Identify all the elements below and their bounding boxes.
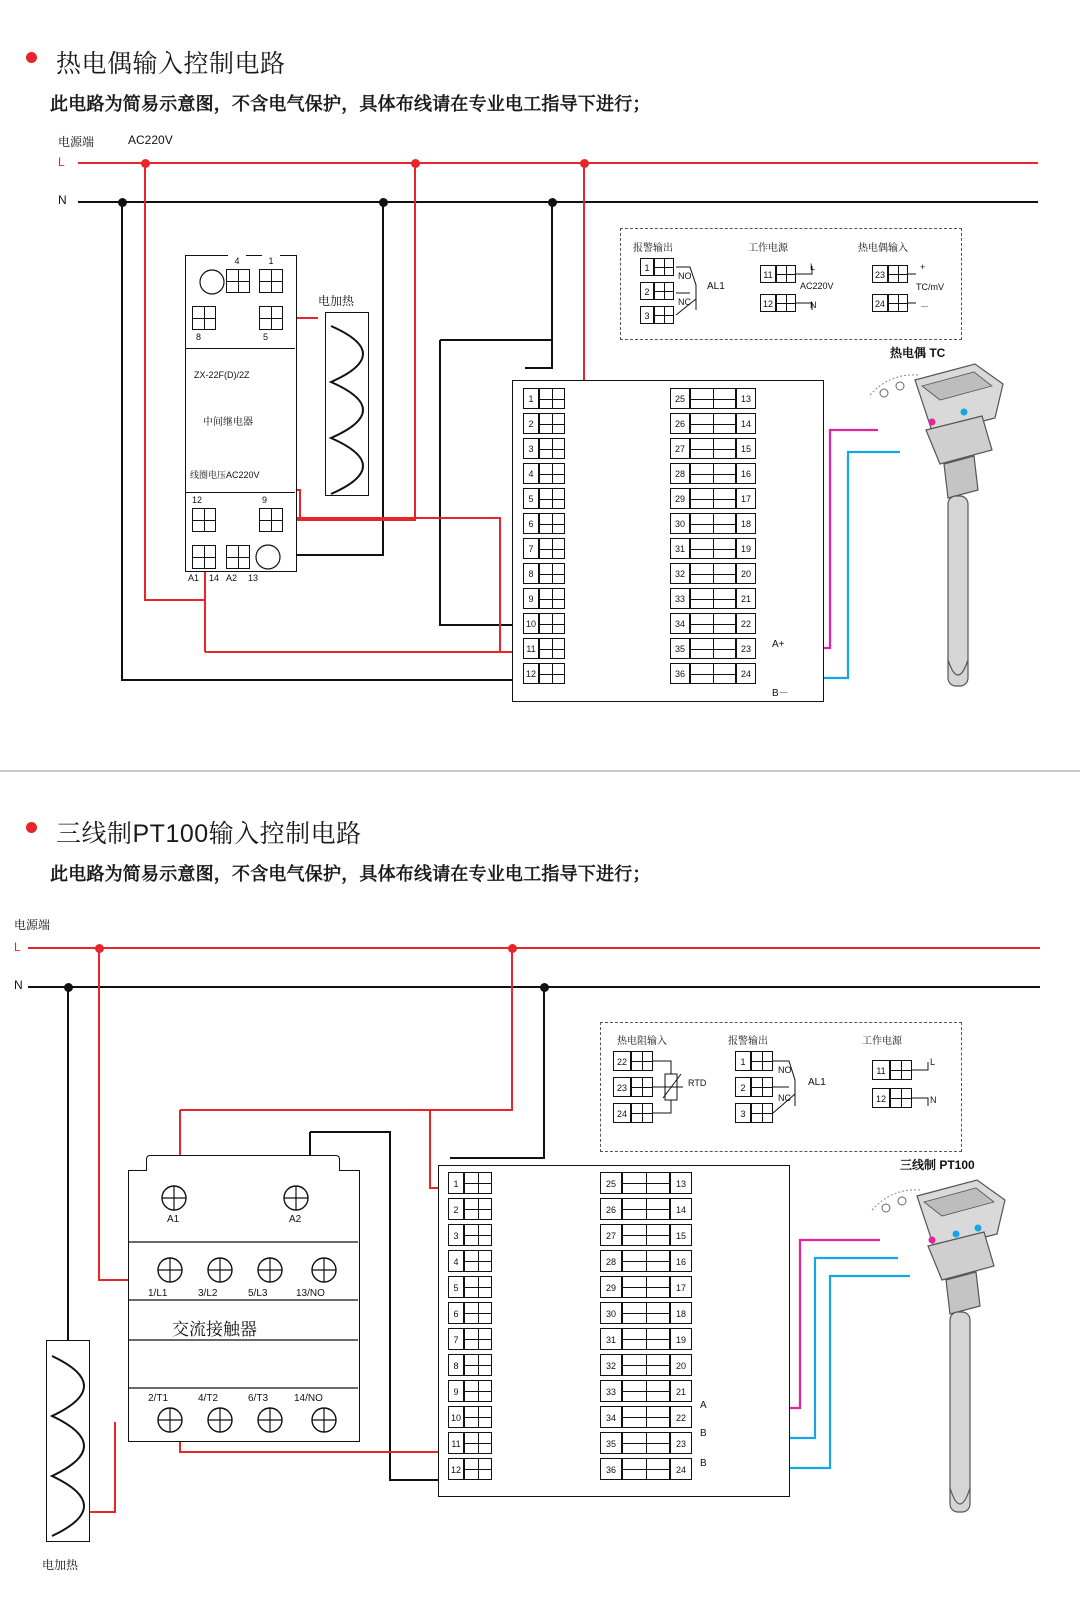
terminal-screw (690, 438, 736, 459)
line-N-label-2: N (14, 978, 23, 992)
terminal-number: 2 (448, 1198, 464, 1220)
terminal-number: 17 (736, 488, 756, 509)
heater-coil-icon-1 (325, 312, 369, 496)
terminal-number: 19 (670, 1328, 692, 1350)
terminal-number: 28 (670, 463, 690, 484)
legend-rtd-term: 23 (613, 1077, 631, 1097)
terminal-number: 2 (523, 413, 539, 434)
legend-supply-N-label: N (810, 300, 817, 310)
relay-term-label: 5 (263, 332, 269, 342)
terminal-number: 6 (448, 1302, 464, 1324)
terminal-number: 9 (448, 1380, 464, 1402)
legend-rtd-screw (631, 1103, 653, 1123)
terminal-number: 11 (523, 638, 539, 659)
legend-input-term: 23 (872, 265, 888, 283)
terminal-number: 22 (736, 613, 756, 634)
legend-supply-L-label: L (810, 262, 816, 272)
legend-input-title-1: 热电偶输入 (858, 243, 908, 254)
terminal-number: 6 (523, 513, 539, 534)
terminal-screw (464, 1224, 492, 1246)
legend-alarm-nc-label: NC (678, 297, 691, 307)
terminal-screw (539, 513, 565, 534)
legend-rtd-name: RTD (688, 1078, 707, 1088)
terminal-number: 4 (448, 1250, 464, 1272)
legend-alarm-term-2: 3 (735, 1103, 751, 1123)
legend-supply-screw (776, 294, 796, 312)
terminal-number: 14 (670, 1198, 692, 1220)
terminal-screw (464, 1432, 492, 1454)
legend-input-term: 24 (872, 294, 888, 312)
legend-alarm-no-label: NO (678, 271, 692, 281)
sensor-title-2: 三线制 PT100 (900, 1158, 975, 1172)
terminal-screw (539, 613, 565, 634)
heater-coil-icon-2 (46, 1340, 90, 1542)
contactor-bottom-term: 4/T2 (198, 1393, 219, 1404)
terminal-number: 10 (448, 1406, 464, 1428)
terminal-screw (690, 638, 736, 659)
terminal-number: 12 (448, 1458, 464, 1480)
section-thermocouple (0, 0, 1080, 770)
relay-term-label: A2 (226, 573, 238, 583)
terminal-number: 26 (600, 1198, 622, 1220)
terminal-number: 1 (448, 1172, 464, 1194)
terminal-number: 29 (600, 1276, 622, 1298)
relay-name: 中间继电器 (203, 417, 253, 428)
terminal-screw (539, 413, 565, 434)
terminal-screw (622, 1458, 670, 1480)
power-source-label-2: 电源端 (14, 918, 51, 932)
line-N-label-1: N (58, 193, 67, 207)
relay-term-label: 4 (228, 255, 246, 268)
terminal-screw (464, 1380, 492, 1402)
terminal-screw (622, 1250, 670, 1272)
legend-supply-term: 11 (760, 265, 776, 283)
terminal-number: 13 (670, 1172, 692, 1194)
terminal-number: 15 (736, 438, 756, 459)
pt100-icon-2 (860, 1172, 1050, 1572)
legend-supply-term-2: 11 (872, 1060, 890, 1080)
terminal-number: 35 (670, 638, 690, 659)
contactor-top-term: 13/NO (296, 1288, 325, 1299)
terminal-screw (539, 463, 565, 484)
terminal-number: 31 (670, 538, 690, 559)
legend-alarm-name-2: AL1 (808, 1077, 826, 1088)
terminal-number: 7 (448, 1328, 464, 1350)
terminal-screw (464, 1250, 492, 1272)
legend-alarm-term-2: 1 (735, 1051, 751, 1071)
terminal-number: 26 (670, 413, 690, 434)
legend-supply-screw (776, 265, 796, 283)
terminal-number: 30 (670, 513, 690, 534)
terminal-number: 18 (670, 1302, 692, 1324)
legend-input-minus: － (920, 302, 930, 312)
terminal-screw (690, 413, 736, 434)
heater-label-1: 电加热 (318, 294, 355, 308)
sensor-wire-label-A-2: A (700, 1400, 707, 1411)
heater-label-2: 电加热 (42, 1558, 79, 1572)
relay-term-label: 13 (248, 573, 259, 583)
section-divider (0, 770, 1080, 772)
terminal-screw (464, 1172, 492, 1194)
contactor-bottom-term: 2/T1 (148, 1393, 169, 1404)
terminal-number: 13 (736, 388, 756, 409)
terminal-screw (690, 588, 736, 609)
relay-model: ZX-22F(D)/2Z (194, 370, 250, 380)
terminal-number: 3 (523, 438, 539, 459)
terminal-screw (464, 1276, 492, 1298)
legend-alarm-term-2: 2 (735, 1077, 751, 1097)
legend-input-signal: TC/mV (916, 282, 944, 292)
legend-supply-title-1: 工作电源 (748, 243, 788, 254)
terminal-number: 7 (523, 538, 539, 559)
legend-input-screw (888, 294, 908, 312)
terminal-number: 29 (670, 488, 690, 509)
terminal-screw (622, 1406, 670, 1428)
legend-alarm-nc-label-2: NC (778, 1093, 791, 1103)
terminal-number: 12 (523, 663, 539, 684)
sensor-wire-label-B-1: B－ (772, 688, 789, 699)
terminal-screw (539, 538, 565, 559)
power-source-label-1: 电源端 (58, 135, 95, 149)
legend-supply-term-2: 12 (872, 1088, 890, 1108)
contactor-coil-term-A1: A1 (167, 1214, 180, 1225)
terminal-screw (622, 1328, 670, 1350)
terminal-number: 23 (736, 638, 756, 659)
terminal-screw (464, 1354, 492, 1376)
terminal-screw (539, 488, 565, 509)
relay-coil-voltage: 线圈电压AC220V (190, 470, 260, 480)
relay-term-label: 14 (209, 573, 220, 583)
legend-alarm-name: AL1 (707, 281, 725, 292)
legend-alarm-no-label-2: NO (778, 1065, 792, 1075)
terminal-number: 28 (600, 1250, 622, 1272)
terminal-screw (464, 1328, 492, 1350)
terminal-screw (622, 1172, 670, 1194)
terminal-number: 23 (670, 1432, 692, 1454)
legend-supply-N-label-2: N (930, 1095, 937, 1105)
terminal-number: 11 (448, 1432, 464, 1454)
terminal-screw (690, 388, 736, 409)
terminal-screw (622, 1302, 670, 1324)
terminal-number: 5 (523, 488, 539, 509)
legend-alarm-term: 1 (640, 258, 654, 276)
terminal-screw (539, 388, 565, 409)
terminal-number: 24 (670, 1458, 692, 1480)
terminal-screw (690, 613, 736, 634)
terminal-screw (464, 1302, 492, 1324)
relay-term-label: 12 (192, 495, 203, 505)
legend-rtd-term: 22 (613, 1051, 631, 1071)
terminal-number: 20 (670, 1354, 692, 1376)
terminal-number: 3 (448, 1224, 464, 1246)
page-subtitle-2: 此电路为简易示意图，不含电气保护，具体布线请在专业电工指导下进行； (50, 864, 651, 884)
contactor-top-term: 1/L1 (148, 1288, 168, 1299)
legend-supply-L-label-2: L (930, 1057, 936, 1067)
terminal-screw (690, 513, 736, 534)
terminal-number: 32 (670, 563, 690, 584)
thermocouple-icon-1 (860, 360, 1050, 740)
legend-input-plus: + (920, 262, 926, 272)
terminal-number: 15 (670, 1224, 692, 1246)
page-title-2: 三线制PT100输入控制电路 (56, 820, 362, 848)
legend-supply-term: 12 (760, 294, 776, 312)
terminal-number: 9 (523, 588, 539, 609)
terminal-number: 10 (523, 613, 539, 634)
terminal-number: 27 (600, 1224, 622, 1246)
terminal-screw (539, 638, 565, 659)
legend-alarm-term: 3 (640, 306, 654, 324)
terminal-screw (539, 438, 565, 459)
terminal-screw (622, 1198, 670, 1220)
legend-supply-voltage: AC220V (800, 281, 834, 291)
terminal-screw (622, 1380, 670, 1402)
relay-term-label: 1 (262, 255, 280, 268)
terminal-number: 16 (670, 1250, 692, 1272)
terminal-number: 30 (600, 1302, 622, 1324)
contactor-bottom-term: 14/NO (294, 1393, 323, 1404)
relay-term-label: 8 (196, 332, 202, 342)
legend-supply-screw-2 (890, 1060, 912, 1080)
terminal-screw (539, 663, 565, 684)
legend-input-screw (888, 265, 908, 283)
terminal-screw (622, 1354, 670, 1376)
sensor-wire-label-B2-2: B (700, 1458, 707, 1469)
legend-alarm-term: 2 (640, 282, 654, 300)
legend-rtd-screw (631, 1051, 653, 1071)
terminal-number: 34 (600, 1406, 622, 1428)
sensor-wire-label-B1-2: B (700, 1428, 707, 1439)
relay-term-label: 9 (262, 495, 268, 505)
legend-alarm-title-2: 报警输出 (728, 1036, 768, 1047)
contactor-top-cap (146, 1155, 340, 1171)
power-voltage-label-1: AC220V (128, 133, 173, 147)
legend-supply-screw-2 (890, 1088, 912, 1108)
terminal-number: 27 (670, 438, 690, 459)
terminal-number: 22 (670, 1406, 692, 1428)
legend-supply-title-2: 工作电源 (862, 1036, 902, 1047)
terminal-screw (464, 1458, 492, 1480)
terminal-number: 17 (670, 1276, 692, 1298)
page-subtitle-1: 此电路为简易示意图，不含电气保护，具体布线请在专业电工指导下进行； (50, 94, 651, 114)
contactor-top-term: 3/L2 (198, 1288, 218, 1299)
terminal-number: 8 (448, 1354, 464, 1376)
line-L-label-1: L (58, 155, 65, 169)
terminal-screw (622, 1432, 670, 1454)
terminal-number: 14 (736, 413, 756, 434)
terminal-number: 1 (523, 388, 539, 409)
terminal-screw (539, 588, 565, 609)
terminal-screw (690, 563, 736, 584)
terminal-number: 8 (523, 563, 539, 584)
terminal-number: 19 (736, 538, 756, 559)
terminal-screw (690, 488, 736, 509)
terminal-number: 25 (600, 1172, 622, 1194)
terminal-number: 24 (736, 663, 756, 684)
terminal-number: 36 (670, 663, 690, 684)
terminal-number: 25 (670, 388, 690, 409)
legend-rtd-term: 24 (613, 1103, 631, 1123)
terminal-number: 33 (670, 588, 690, 609)
terminal-number: 33 (600, 1380, 622, 1402)
terminal-number: 31 (600, 1328, 622, 1350)
legend-alarm-title-1: 报警输出 (633, 243, 673, 254)
legend-rtd-screw (631, 1077, 653, 1097)
contactor-coil-term-A2: A2 (289, 1214, 302, 1225)
terminal-number: 16 (736, 463, 756, 484)
section-pt100 (0, 780, 1080, 1614)
terminal-number: 34 (670, 613, 690, 634)
terminal-screw (690, 663, 736, 684)
terminal-screw (622, 1276, 670, 1298)
sensor-title-1: 热电偶 TC (890, 346, 946, 360)
terminal-screw (690, 538, 736, 559)
terminal-screw (690, 463, 736, 484)
legend-rtd-title-2: 热电阻输入 (617, 1036, 667, 1047)
terminal-screw (622, 1224, 670, 1246)
terminal-number: 35 (600, 1432, 622, 1454)
terminal-number: 18 (736, 513, 756, 534)
terminal-number: 5 (448, 1276, 464, 1298)
terminal-number: 20 (736, 563, 756, 584)
sensor-wire-label-A-1: A+ (772, 639, 785, 650)
contactor-top-term: 5/L3 (248, 1288, 268, 1299)
terminal-number: 21 (670, 1380, 692, 1402)
terminal-number: 32 (600, 1354, 622, 1376)
terminal-screw (539, 563, 565, 584)
terminal-number: 4 (523, 463, 539, 484)
line-L-label-2: L (14, 940, 21, 954)
page-title-1: 热电偶输入控制电路 (56, 50, 286, 78)
terminal-screw (464, 1198, 492, 1220)
terminal-screw (464, 1406, 492, 1428)
terminal-number: 36 (600, 1458, 622, 1480)
contactor-name: 交流接触器 (172, 1320, 257, 1339)
terminal-number: 21 (736, 588, 756, 609)
contactor-bottom-term: 6/T3 (248, 1393, 269, 1404)
relay-term-label: A1 (188, 573, 200, 583)
